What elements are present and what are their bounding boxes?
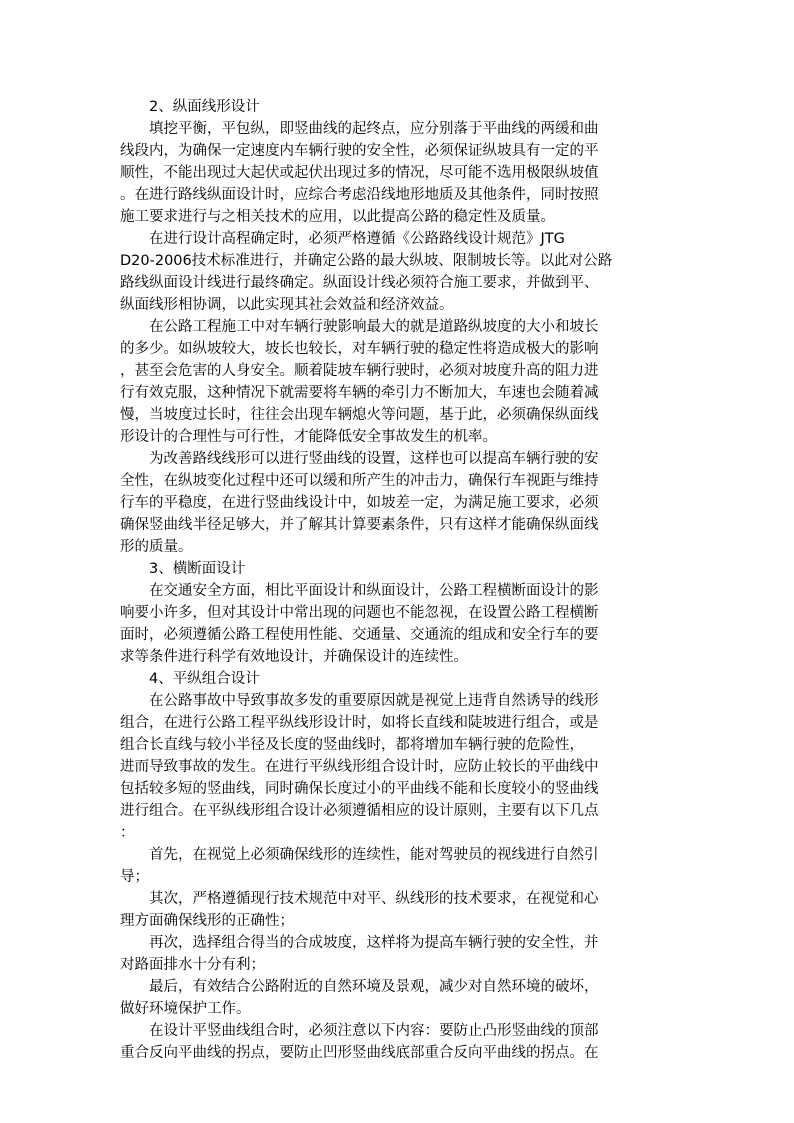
paragraph [120, 932, 658, 976]
text-line: 在公路工程施工中对车辆行驶影响最大的就是道路纵坡度的大小和坡长 [149, 319, 599, 335]
text-line: 施工要求进行与之相关技术的应用，以此提高公路的稳定性及质量。 [120, 209, 555, 225]
text-line: 在进行设计高程确定时，必须严格遵循《公路路线设计规范》JTG [149, 231, 565, 247]
text-line: 在设计平竖曲线组合时，必须注意以下内容：要防止凸形竖曲线的顶部 [149, 1023, 599, 1039]
section-heading-combined-alignment: 4、平纵组合设计 [149, 671, 260, 687]
paragraph [120, 118, 658, 228]
text-line: 最后，有效结合公路附近的自然环境及景观，减少对自然环境的破坏， [149, 979, 599, 995]
text-line: 求等条件进行科学有效地设计，并确保设计的连续性。 [120, 649, 468, 665]
text-line: 对路面排水十分有利； [120, 957, 265, 973]
text-line: 其次，严格遵循现行技术规范中对平、纵线形的技术要求，在视觉和心 [149, 891, 599, 907]
text-line: 导； [120, 869, 149, 885]
paragraph [120, 976, 658, 1020]
text-line: 形设计的合理性与可行性，才能降低安全事故发生的机率。 [120, 429, 497, 445]
text-line: 进行组合。在平纵线形组合设计必须遵循相应的设计原则，主要有以下几点 [120, 803, 599, 819]
text-line: 响要小许多，但对其设计中常出现的问题也不能忽视，在设置公路工程横断 [120, 605, 599, 621]
text-line: 为改善路线线形可以进行竖曲线的设置，这样也可以提高车辆行驶的安 [149, 451, 599, 467]
text-line: 的多少。如纵坡较大，坡长也较长，对车辆行驶的稳定性将造成极大的影响 [120, 341, 599, 357]
text-line: 行车的平稳度，在进行竖曲线设计中，如坡差一定，为满足施工要求，必须 [120, 495, 599, 511]
text-line: 在交通安全方面，相比平面设计和纵面设计，公路工程横断面设计的影 [149, 583, 599, 599]
document-page [120, 96, 658, 1064]
text-line: 重合反向平曲线的拐点，要防止凹形竖曲线底部重合反向平曲线的拐点。在 [120, 1045, 599, 1061]
text-line: D20-2006技术标准进行，并确定公路的最大纵坡、限制坡长等。以此对公路 [120, 253, 613, 269]
text-line: ，甚至会危害的人身安全。顺着陡坡车辆行驶时，必须对坡度升高的阻力进 [120, 363, 599, 379]
text-line: 面时，必须遵循公路工程使用性能、交通量、交通流的组成和安全行车的要 [120, 627, 599, 643]
text-line: 全性，在纵坡变化过程中还可以缓和所产生的冲击力，确保行车视距与维持 [120, 473, 599, 489]
text-line: 组合，在进行公路工程平纵线形设计时，如将长直线和陡坡进行组合，或是 [120, 715, 599, 731]
paragraph [120, 690, 658, 844]
text-line: 进而导致事故的发生。在进行平纵线形组合设计时，应防止较长的平曲线中 [120, 759, 599, 775]
paragraph [120, 1020, 658, 1064]
text-line: 纵面线形相协调，以此实现其社会效益和经济效益。 [120, 297, 454, 313]
text-line: 填挖平衡，平包纵，即竖曲线的起终点，应分别落于平曲线的两缓和曲 [149, 121, 599, 137]
text-line: 路线纵面设计线进行最终确定。纵面设计线必须符合施工要求，并做到平、 [120, 275, 599, 291]
text-line: 顺性，不能出现过大起伏或起伏出现过多的情况，尽可能不选用极限纵坡值 [120, 165, 599, 181]
text-line: ： [120, 825, 135, 841]
text-line: 做好环境保护工作。 [120, 1001, 251, 1017]
text-line: 形的质量。 [120, 539, 193, 555]
paragraph [120, 888, 658, 932]
paragraph [120, 448, 658, 558]
text-line: 在公路事故中导致事故多发的重要原因就是视觉上违背自然诱导的线形 [149, 693, 599, 709]
text-line: 包括较多短的竖曲线，同时确保长度过小的平曲线不能和长度较小的竖曲线 [120, 781, 599, 797]
text-line: 确保竖曲线半径足够大，并了解其计算要素条件，只有这样才能确保纵面线 [120, 517, 599, 533]
paragraph [120, 844, 658, 888]
section-heading-vertical-alignment: 2、纵面线形设计 [149, 99, 260, 115]
text-line: 再次，选择组合得当的合成坡度，这样将为提高车辆行驶的安全性，并 [149, 935, 599, 951]
text-line: 。在进行路线纵面设计时，应综合考虑沿线地形地质及其他条件，同时按照 [120, 187, 599, 203]
text-line: 首先，在视觉上必须确保线形的连续性，能对驾驶员的视线进行自然引 [149, 847, 599, 863]
section-heading-cross-section: 3、横断面设计 [149, 561, 246, 577]
text-line: 行有效克服，这种情况下就需要将车辆的牵引力不断加大，车速也会随着减 [120, 385, 599, 401]
paragraph [120, 316, 658, 448]
text-line: 组合长直线与较小半径及长度的竖曲线时，都将增加车辆行驶的危险性， [120, 737, 584, 753]
text-line: 慢，当坡度过长时，往往会出现车辆熄火等问题，基于此，必须确保纵面线 [120, 407, 599, 423]
text-line: 理方面确保线形的正确性； [120, 913, 294, 929]
paragraph [120, 228, 658, 316]
paragraph [120, 580, 658, 668]
text-line: 线段内，为确保一定速度内车辆行驶的安全性，必须保证纵坡具有一定的平 [120, 143, 599, 159]
